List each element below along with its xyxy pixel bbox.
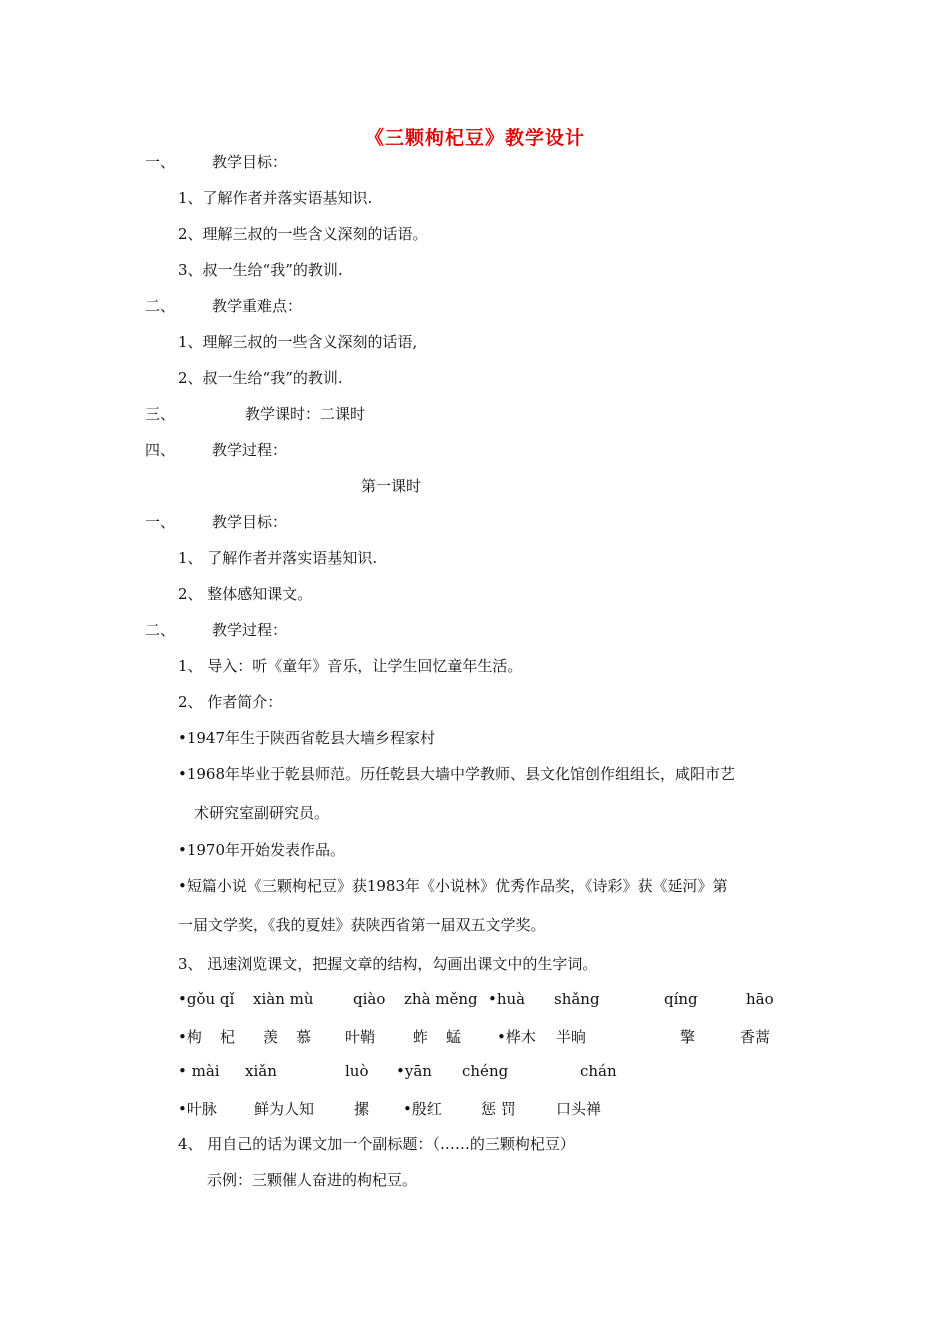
word: 半晌 [556, 1028, 587, 1046]
word: •殷红 [403, 1100, 442, 1118]
word: 蜢 [446, 1028, 462, 1046]
section-label: 教学过程： [212, 441, 288, 459]
word: 叶鞘 [345, 1028, 376, 1046]
list-item: 3、叔一生给“我”的教训. [178, 261, 343, 279]
word: •桦木 [497, 1028, 536, 1046]
pinyin: xiǎn [245, 1062, 277, 1080]
section-label: 教学重难点： [212, 297, 303, 315]
pinyin: •yān [396, 1062, 432, 1080]
word: 摞 [354, 1100, 370, 1118]
section-number: 三、 [145, 405, 176, 423]
word: 蚱 [413, 1028, 429, 1046]
section-label: 教学过程： [212, 621, 288, 639]
bio-line: •1970年开始发表作品。 [178, 841, 346, 859]
word: •枸 [178, 1028, 202, 1046]
section-label: 教学目标： [212, 513, 288, 531]
pinyin: •huà [488, 990, 526, 1008]
pinyin: zhà měng [404, 990, 478, 1008]
list-item: 2、叔一生给“我”的教训. [178, 369, 343, 387]
list-item: 1、了解作者并落实语基知识. [178, 189, 373, 207]
section-number: 二、 [145, 297, 176, 315]
bio-line: •1968年毕业于乾县师范。历任乾县大墙中学教师、县文化馆创作组组长，咸阳市艺 [178, 765, 736, 783]
section-number: 二、 [145, 621, 176, 639]
word: 擎 [680, 1028, 696, 1046]
section-number: 四、 [145, 441, 176, 459]
pinyin: • mài [178, 1062, 220, 1080]
bio-line: •1947年生于陕西省乾县大墙乡程家村 [178, 729, 436, 747]
bio-line: •短篇小说《三颗枸杞豆》获1983年《小说林》优秀作品奖，《诗彩》获《延河》第 [178, 877, 728, 895]
pinyin: shǎng [554, 990, 600, 1008]
section-number: 一、 [145, 513, 176, 531]
list-item: 2、 整体感知课文。 [178, 585, 313, 603]
list-item: 1、 了解作者并落实语基知识. [178, 549, 378, 567]
word: 羡 [263, 1028, 279, 1046]
list-item: 3、 迅速浏览课文，把握文章的结构，勾画出课文中的生字词。 [178, 955, 598, 973]
bio-line: 术研究室副研究员。 [194, 804, 330, 822]
pinyin: qíng [664, 990, 698, 1008]
word: 慕 [296, 1028, 312, 1046]
document-title: 《三颗枸杞豆》教学设计 [364, 127, 585, 149]
pinyin: •gǒu qǐ [178, 990, 235, 1008]
list-item: 2、理解三叔的一些含义深刻的话语。 [178, 225, 428, 243]
section-label: 教学目标： [212, 153, 288, 171]
word: 香蒿 [740, 1028, 771, 1046]
pinyin: chán [580, 1062, 617, 1080]
section-number: 一、 [145, 153, 176, 171]
section-label: 教学课时：二课时 [245, 405, 366, 423]
list-item: 4、 用自己的话为课文加一个副标题：（……的三颗枸杞豆） [178, 1135, 575, 1153]
bio-line: 一届文学奖，《我的夏娃》获陕西省第一届双五文学奖。 [178, 916, 546, 934]
pinyin: xiàn mù [253, 990, 314, 1008]
word: •叶脉 [178, 1100, 217, 1118]
list-item: 2、 作者简介： [178, 693, 283, 711]
word: 惩 罚 [481, 1100, 516, 1118]
word: 杞 [220, 1028, 236, 1046]
pinyin: luò [345, 1062, 369, 1080]
pinyin: qiào [353, 990, 386, 1008]
word: 鲜为人知 [254, 1100, 315, 1118]
list-item: 1、 导入：听《童年》音乐，让学生回忆童年生活。 [178, 657, 523, 675]
word: 口头禅 [556, 1100, 602, 1118]
list-item: 1、理解三叔的一些含义深刻的话语, [178, 333, 418, 351]
lesson-heading: 第一课时 [361, 477, 422, 495]
pinyin: chéng [462, 1062, 509, 1080]
example-line: 示例：三颗催人奋进的枸杞豆。 [207, 1171, 418, 1189]
pinyin: hāo [746, 990, 774, 1008]
